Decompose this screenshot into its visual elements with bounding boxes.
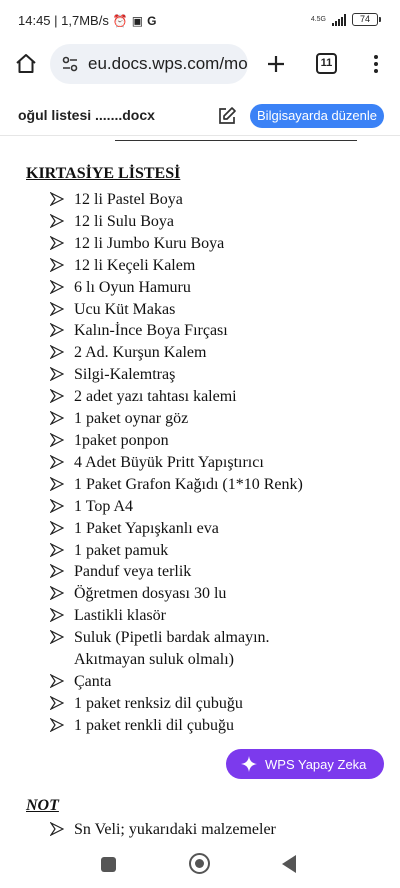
- status-time-speed: 14:45 | 1,7MB/s: [18, 13, 109, 28]
- list-item: [0, 189, 400, 211]
- list-item-text: 1 paket renkli dil çubuğu: [74, 716, 234, 734]
- list-item: [0, 819, 400, 840]
- google-icon: G: [147, 13, 157, 28]
- list-item: [0, 211, 400, 233]
- list-item: [0, 233, 400, 255]
- list-item: [0, 430, 400, 452]
- list-item-text: 12 li Sulu Boya: [74, 212, 175, 230]
- list-item-text: 12 li Pastel Boya: [74, 191, 183, 208]
- arrow-bullet-icon: [50, 214, 64, 228]
- arrow-bullet-icon: [50, 367, 64, 381]
- list-item-text: 1 paket oynar göz: [74, 410, 189, 428]
- list-item-text: 2 Ad. Kurşun Kalem: [74, 344, 207, 362]
- more-menu-icon[interactable]: [364, 52, 388, 76]
- tab-switcher-button[interactable]: 11: [316, 53, 337, 74]
- arrow-bullet-icon: [50, 822, 64, 836]
- arrow-bullet-icon: [50, 302, 64, 316]
- list-item-text: 1 Paket Grafon Kağıdı (1*10 Renk): [74, 475, 303, 493]
- arrow-bullet-icon: [50, 543, 64, 557]
- arrow-bullet-icon: [50, 586, 64, 600]
- arrow-bullet-icon: [50, 521, 64, 535]
- url-text[interactable]: eu.docs.wps.com/mo: [88, 54, 248, 73]
- list-item: [0, 605, 400, 627]
- list-item-text: Kalın-İnce Boya Fırçası: [74, 322, 228, 340]
- list-item: [0, 583, 400, 605]
- image-icon: ▣: [131, 13, 144, 28]
- list-item-text: Suluk (Pipetli bardak almayın.: [74, 629, 270, 647]
- arrow-bullet-icon: [50, 499, 64, 513]
- arrow-bullet-icon: [50, 323, 64, 337]
- wps-ai-button[interactable]: [226, 749, 384, 779]
- url-bar[interactable]: [50, 44, 248, 84]
- note-list: [0, 819, 400, 840]
- list-heading: KIRTASİYE LİSTESİ: [26, 165, 181, 182]
- edit-icon[interactable]: [216, 105, 238, 127]
- signal-icon: [332, 14, 346, 26]
- list-item-text: 4 Adet Büyük Pritt Yapıştırıcı: [74, 453, 264, 471]
- new-tab-icon[interactable]: [264, 52, 288, 76]
- list-item-continuation: [0, 649, 400, 671]
- arrow-bullet-icon: [50, 718, 64, 732]
- list-item-text: Sn Veli; yukarıdaki malzemeler: [74, 821, 276, 838]
- list-item: [0, 627, 400, 649]
- home-nav-icon[interactable]: [189, 853, 210, 874]
- status-bar: [0, 0, 400, 40]
- list-item-text: 1 Top A4: [74, 497, 134, 515]
- list-item: [0, 386, 400, 408]
- list-item-text: Lastikli klasör: [74, 607, 166, 625]
- wps-ai-label: WPS Yapay Zeka: [265, 756, 367, 772]
- arrow-bullet-icon: [50, 389, 64, 403]
- document-body: [0, 137, 400, 840]
- list-item-text: Akıtmayan suluk olmalı): [74, 651, 234, 669]
- list-item-text: 1paket ponpon: [74, 431, 169, 449]
- edit-on-computer-button[interactable]: Bilgisayarda düzenle: [250, 104, 384, 128]
- browser-toolbar: [0, 40, 400, 88]
- list-item: [0, 299, 400, 321]
- list-item: [0, 364, 400, 386]
- document-header: [0, 96, 400, 136]
- battery-icon: 74: [352, 13, 378, 26]
- list-item-text: 1 paket pamuk: [74, 541, 169, 559]
- note-heading: NOT: [26, 797, 59, 814]
- system-navigation-bar: [0, 840, 400, 888]
- status-left: [18, 13, 156, 28]
- network-label: 4.5G: [310, 16, 326, 23]
- list-item: [0, 474, 400, 496]
- list-item-text: 12 li Jumbo Kuru Boya: [74, 234, 225, 252]
- arrow-bullet-icon: [50, 455, 64, 469]
- arrow-bullet-icon: [50, 608, 64, 622]
- list-item-text: 2 adet yazı tahtası kalemi: [74, 388, 237, 406]
- list-item: [0, 408, 400, 430]
- list-item-text: Çanta: [74, 672, 112, 690]
- list-item-text: 6 lı Oyun Hamuru: [74, 278, 191, 296]
- arrow-bullet-icon: [50, 411, 64, 425]
- table-border-line: [115, 140, 357, 141]
- arrow-bullet-icon: [50, 280, 64, 294]
- site-settings-icon[interactable]: [60, 54, 80, 74]
- arrow-bullet-icon: [50, 433, 64, 447]
- list-item: [0, 277, 400, 299]
- arrow-bullet-icon: [50, 477, 64, 491]
- list-item-text: Panduf veya terlik: [74, 563, 192, 581]
- arrow-bullet-icon: [50, 696, 64, 710]
- list-item: [0, 715, 400, 737]
- list-item-text: Ucu Küt Makas: [74, 300, 176, 318]
- list-item: [0, 452, 400, 474]
- list-item: [0, 561, 400, 583]
- arrow-bullet-icon: [50, 236, 64, 250]
- list-item-text: Öğretmen dosyası 30 lu: [74, 585, 227, 603]
- list-item: [0, 693, 400, 715]
- list-item: [0, 342, 400, 364]
- arrow-bullet-icon: [50, 345, 64, 359]
- list-item: [0, 518, 400, 540]
- arrow-bullet-icon: [50, 258, 64, 272]
- sparkle-icon: [240, 755, 258, 773]
- list-item: [0, 496, 400, 518]
- arrow-bullet-icon: [50, 564, 64, 578]
- back-icon[interactable]: [282, 855, 296, 873]
- list-item: [0, 320, 400, 342]
- recents-icon[interactable]: [101, 857, 116, 872]
- list-item: [0, 671, 400, 693]
- status-right: [311, 13, 378, 26]
- list-item: [0, 540, 400, 562]
- document-title: oğul listesi .......docx: [18, 107, 155, 123]
- arrow-bullet-icon: [50, 192, 64, 206]
- home-icon[interactable]: [14, 52, 38, 76]
- list-item: [0, 255, 400, 277]
- list-item-text: 1 paket renksiz dil çubuğu: [74, 694, 243, 712]
- list-item-text: 1 Paket Yapışkanlı eva: [74, 519, 219, 537]
- arrow-bullet-icon: [50, 674, 64, 688]
- alarm-icon: ⏰: [112, 13, 128, 28]
- arrow-bullet-icon: [50, 630, 64, 644]
- list-item-text: 12 li Keçeli Kalem: [74, 256, 196, 274]
- supply-list: [0, 189, 400, 737]
- list-item-text: Silgi-Kalemtraş: [74, 366, 176, 384]
